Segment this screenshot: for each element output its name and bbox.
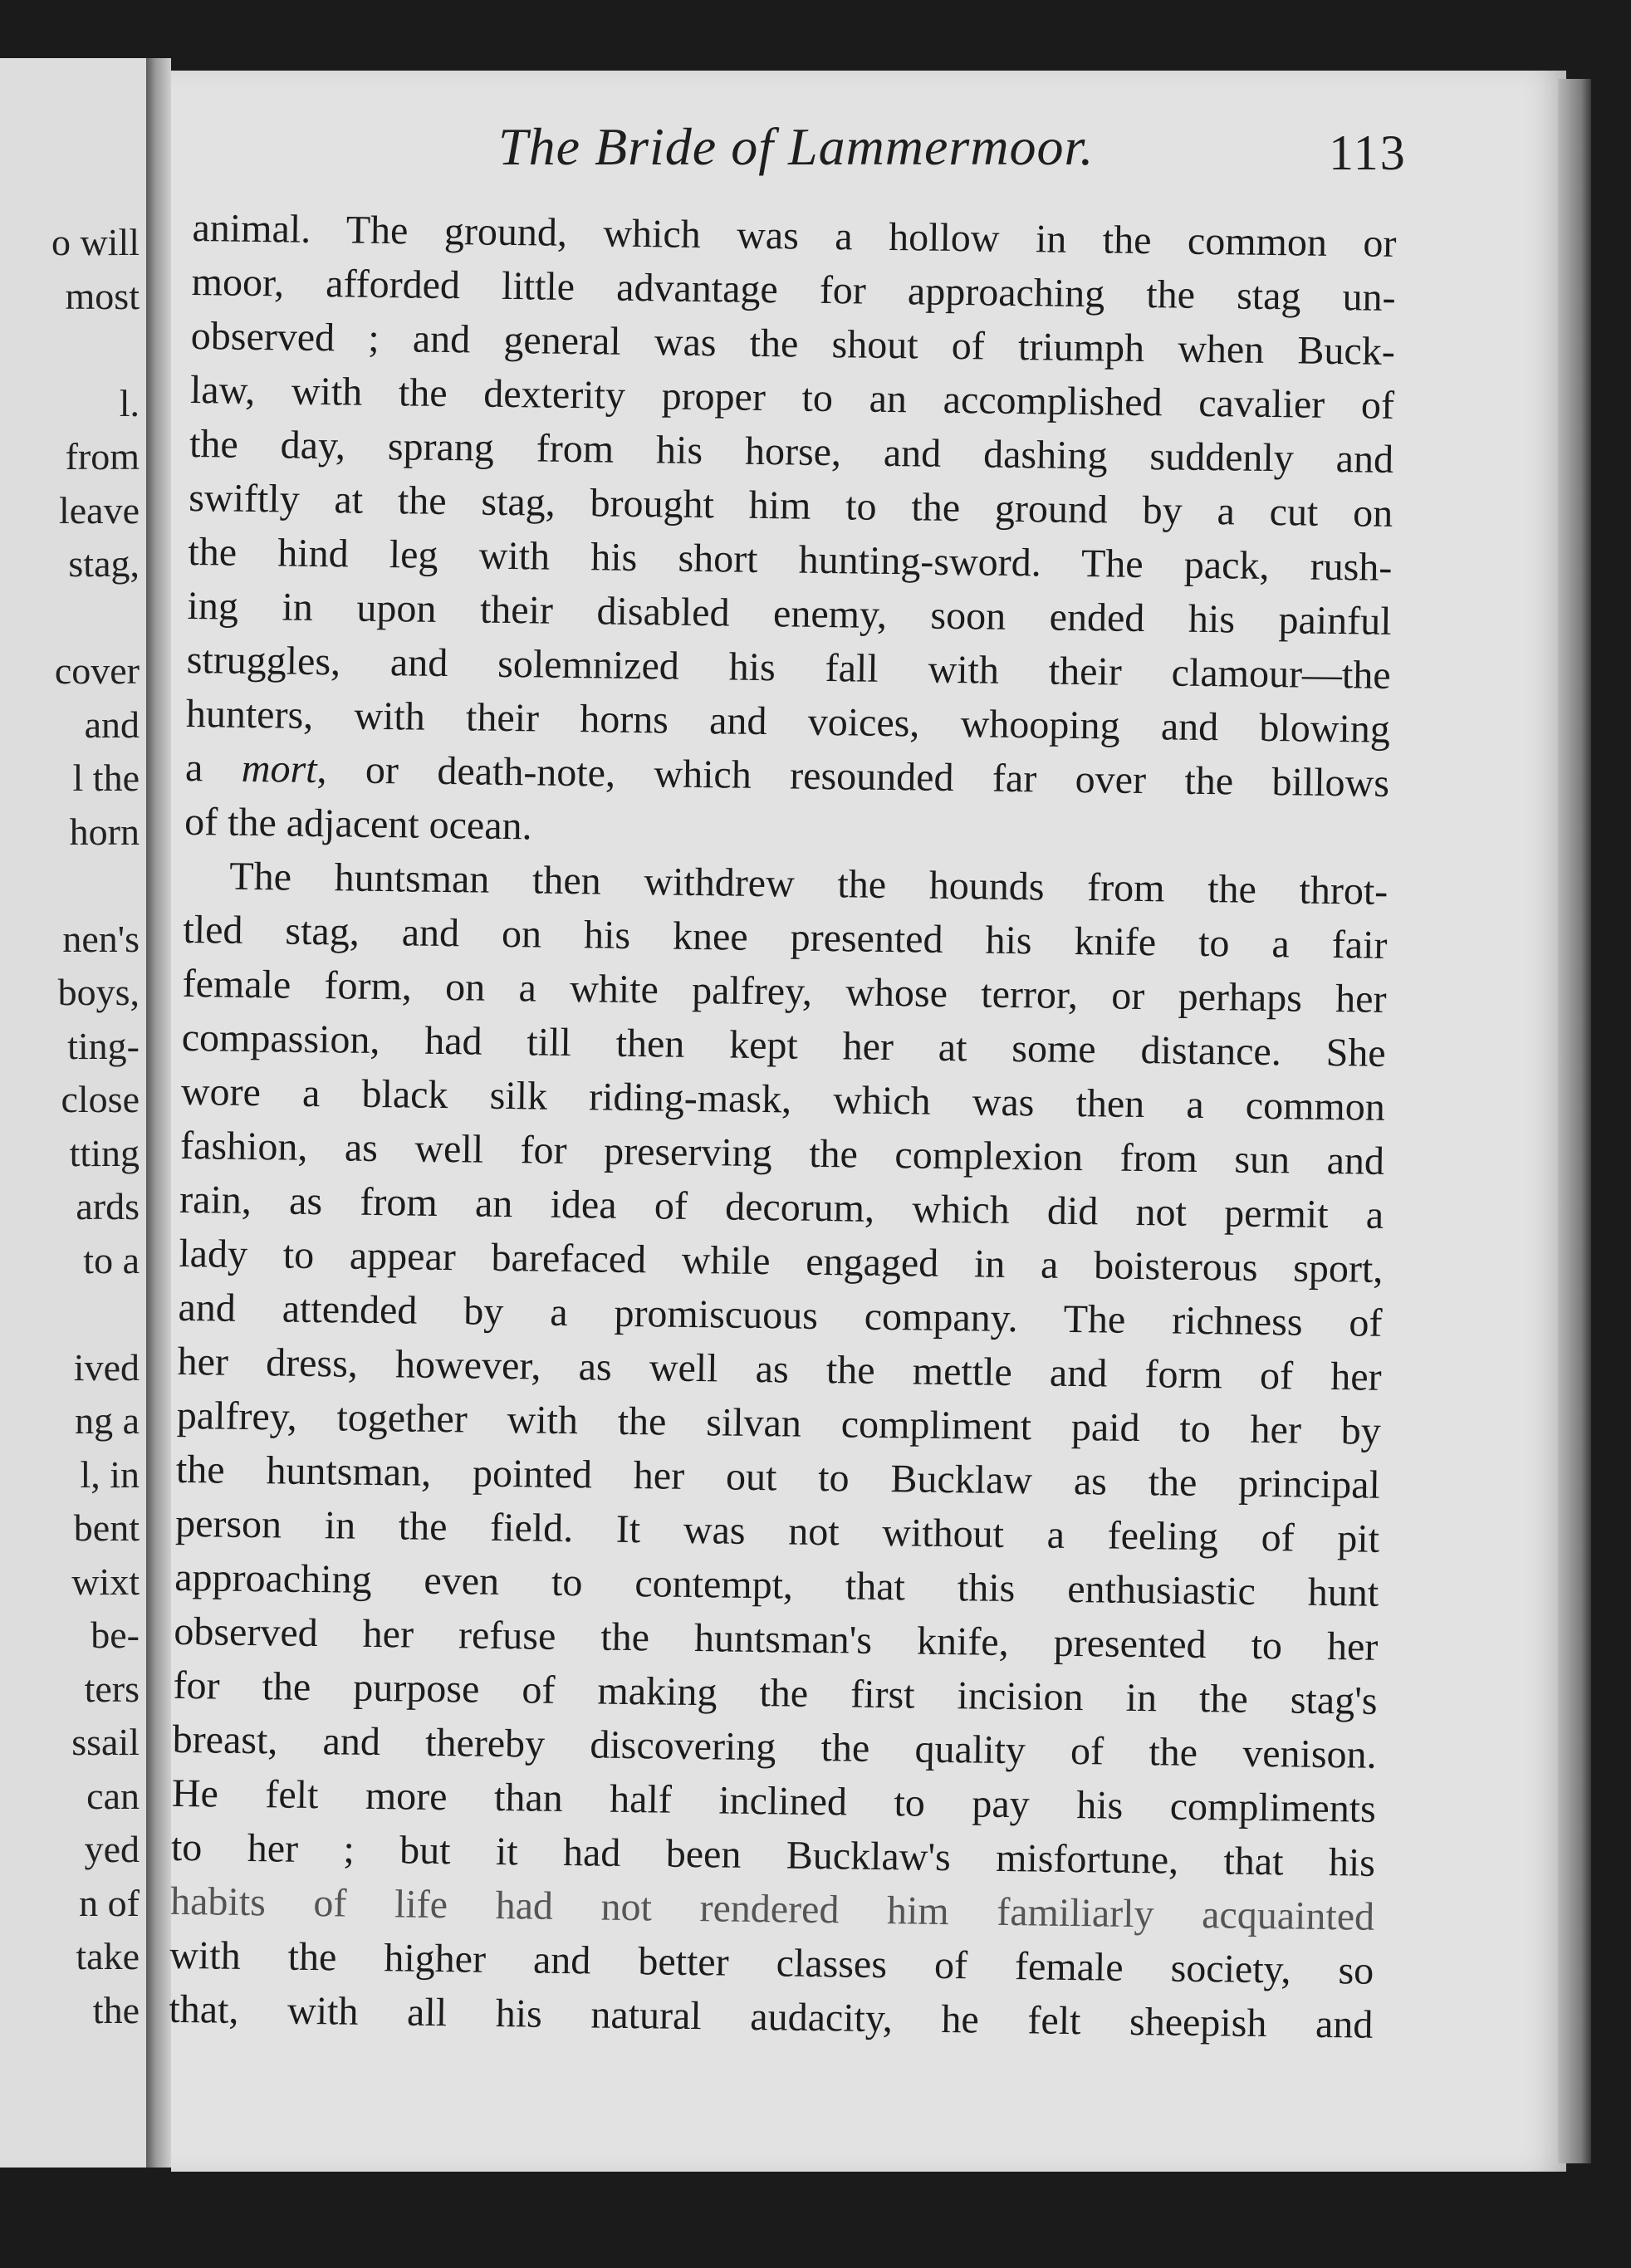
- left-fragment: be-: [91, 1614, 140, 1656]
- left-fragment: stag,: [68, 542, 140, 585]
- left-fragment: take: [76, 1935, 140, 1977]
- text-line: observed ; and general was the shout of triumph when Buck-: [190, 313, 1396, 374]
- left-fragment: ived: [73, 1345, 140, 1389]
- text-line: compassion, had till then kept her at some distance. She: [181, 1015, 1387, 1075]
- text-line: fashion, as well for preserving the complexion from sun and: [179, 1123, 1385, 1183]
- left-fragment: the: [92, 1988, 140, 2031]
- text-line: the huntsman, pointed her out to Bucklaw as the principal: [175, 1447, 1381, 1507]
- left-fragment: to a: [83, 1238, 140, 1281]
- text-line: for the purpose of making the first incision in the stag's: [173, 1663, 1378, 1723]
- text-line: her dress, however, as well as the mettle and form of her: [177, 1339, 1382, 1399]
- text-line: palfrey, together with the silvan compliment paid to her by: [176, 1393, 1382, 1453]
- text-line: female form, on a white palfrey, whose terror, or perhaps her: [182, 961, 1387, 1021]
- text-line: rain, as from an idea of decorum, which did not permit a: [179, 1177, 1384, 1237]
- text-line: moor, afforded little advantage for approaching the stag un-: [191, 259, 1396, 320]
- left-fragment: can: [86, 1774, 140, 1817]
- left-fragment: l the: [72, 757, 140, 799]
- previous-page-fragment: [0, 58, 151, 2168]
- left-fragment: most: [65, 274, 140, 317]
- text-line: the hind leg with his short hunting-sword. The pack, rush-: [188, 529, 1393, 590]
- left-fragment: leave: [58, 488, 140, 531]
- text-line: that, with all his natural audacity, he felt sheepish and: [169, 1986, 1374, 2047]
- left-fragment: bent: [73, 1506, 140, 1549]
- text-line: breast, and thereby discovering the quality of the venison.: [172, 1717, 1377, 1777]
- text-line: wore a black silk riding-mask, which was then a common: [180, 1069, 1386, 1129]
- left-fragment: boys,: [57, 971, 140, 1013]
- book-gutter: [146, 58, 171, 2168]
- page-number: 113: [1329, 125, 1407, 180]
- previous-page-text: [51, 216, 141, 2037]
- text-line: The huntsman then withdrew the hounds from the throt-: [229, 854, 1389, 914]
- text-line: to her ; but it had been Bucklaw's misfortune, that his: [170, 1825, 1376, 1885]
- left-fragment: from: [65, 435, 140, 478]
- left-fragment: o will: [51, 221, 140, 263]
- left-fragment: ng a: [75, 1399, 140, 1442]
- left-fragment: ards: [76, 1185, 140, 1227]
- left-fragment: horn: [69, 810, 140, 853]
- text-line: approaching even to contempt, that this enthusiastic hunt: [174, 1555, 1379, 1615]
- page-edge: [1558, 79, 1591, 2163]
- left-fragment: ters: [84, 1667, 140, 1710]
- left-fragment: nen's: [62, 917, 140, 960]
- left-fragment: and: [84, 703, 140, 746]
- left-fragment: tting: [69, 1131, 140, 1174]
- text-line: the day, sprang from his horse, and dashing suddenly and: [189, 421, 1394, 482]
- left-fragment: n of: [79, 1881, 140, 1924]
- left-fragment: ssail: [71, 1721, 140, 1763]
- text-line: swiftly at the stag, brought him to the ground by a cut on: [188, 475, 1393, 536]
- text-line: struggles, and solemnized his fall with their clamour—the: [186, 637, 1391, 698]
- text-line: He felt more than half inclined to pay his compliments: [171, 1771, 1377, 1831]
- body-text: [169, 201, 1397, 2052]
- left-fragment-gap: [51, 1287, 140, 1341]
- text-line: hunters, with their horns and voices, whooping and blowing: [185, 691, 1391, 752]
- text-fragment: a: [184, 745, 242, 791]
- left-fragment-gap: [51, 323, 140, 377]
- running-title: The Bride of Lammermoor.: [498, 117, 1095, 176]
- text-line: law, with the dexterity proper to an accomplished cavalier of: [189, 367, 1395, 428]
- left-fragment: yed: [84, 1828, 140, 1870]
- italic-term: mort: [241, 746, 317, 792]
- left-fragment: l.: [119, 381, 140, 424]
- text-line: animal. The ground, which was a hollow in the common or: [192, 205, 1397, 266]
- running-head: [316, 116, 1420, 183]
- text-line: lady to appear barefaced while engaged in a boisterous sport,: [179, 1231, 1384, 1291]
- text-line: person in the field. It was not without a feeling of pit: [174, 1501, 1380, 1561]
- left-fragment: wixt: [71, 1560, 140, 1603]
- left-fragment: l, in: [80, 1452, 140, 1496]
- left-fragment: ting-: [67, 1024, 140, 1067]
- left-fragment: cover: [54, 649, 140, 692]
- left-fragment-gap: [51, 591, 140, 645]
- text-line: with the higher and better classes of female society, so: [169, 1932, 1374, 1993]
- text-line: ing in upon their disabled enemy, soon ended his painful: [187, 583, 1392, 644]
- text-line: of the adjacent ocean.: [184, 799, 532, 849]
- left-fragment-gap: [51, 859, 140, 913]
- text-fragment: , or death-note, which resounded far over the billows: [316, 747, 1390, 806]
- text-line: habits of life had not rendered him familiarly acquainted: [169, 1879, 1375, 1939]
- text-line: tled stag, and on his knee presented his knife to a fair: [183, 907, 1388, 967]
- left-fragment: close: [61, 1078, 140, 1120]
- text-line: and attended by a promiscuous company. The richness of: [178, 1285, 1383, 1345]
- text-line: observed her refuse the huntsman's knife, presented to her: [174, 1609, 1379, 1669]
